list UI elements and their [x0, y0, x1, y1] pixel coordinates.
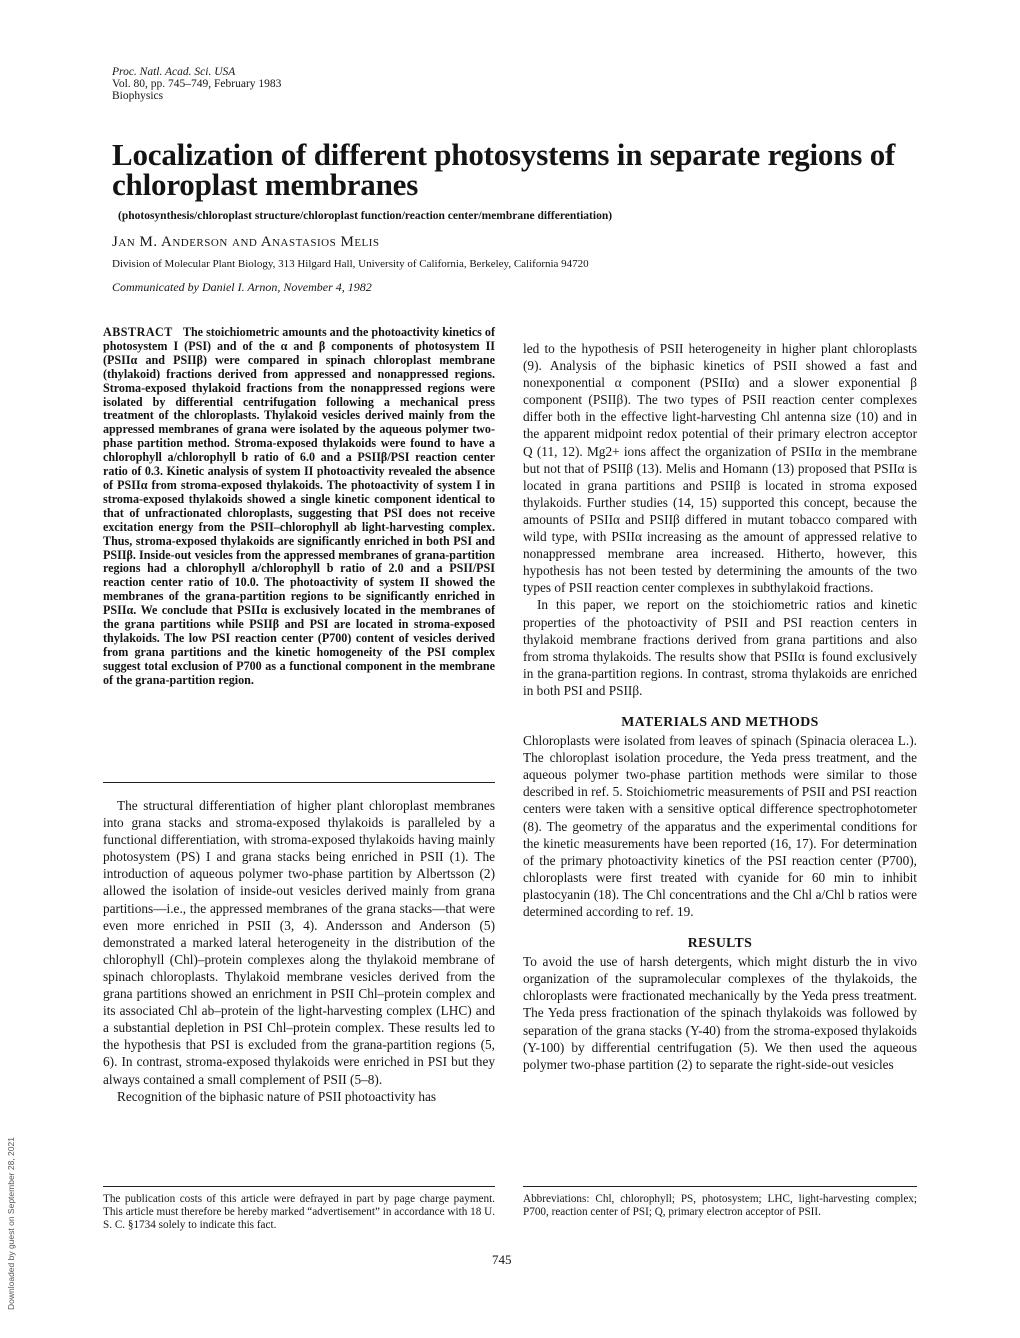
- affiliation: Division of Molecular Plant Biology, 313 Hilgard Hall, University of California, Berkeley, California 94720: [112, 258, 589, 270]
- results-text: To avoid the use of harsh detergents, which might disturb the in vivo organization of the supramolecular complexes of the thylakoids, the chloroplasts were fractionated mechanically by the Yeda press treatment. The Yeda press fractionation of the spinach thylakoids was followed by separation of the grana stacks (Y-40) from the stroma-exposed thylakoids (Y-100) by differential centrifugation (5). We then used the aqueous polymer two-phase partition (2) to separate the right-side-out vesicles: [523, 954, 917, 1072]
- authors: Jan M. Anderson and Anastasios Melis: [112, 234, 380, 250]
- communicated-by: Communicated by Daniel I. Arnon, November 4, 1982: [112, 280, 372, 294]
- intro-paragraph-3: led to the hypothesis of PSII heterogeneity in higher plant chloroplasts (9). Analysis of the biphasic kinetics of PSII showed a fast and nonexponential α component (PSIIα) and a slower exponential β component (PSIIβ). The two types of PSII reaction center complexes differ both in the effective light-harvesting Chl antenna size (10) and in the apparent midpoint redox potential of their primary electron acceptor Q (11, 12). Mg2+ ions affect the organization of PSIIα in the membrane but not that of PSIIβ (13). Melis and Homann (13) proposed that PSIIα is located in grana partitions and PSIIβ is located in stroma exposed thylakoids. Further studies (14, 15) supported this concept, because the amounts of PSIIα and PSIIβ differed in mutant tobacco compared with wild type, with PSIIα increasing as the amount of appressed relative to nonappressed membrane area increased. Hitherto, however, this hypothesis has not been tested by determining the amounts of the two types of PSII reaction center complexes in subthylakoid fractions.: [523, 341, 917, 596]
- abstract-label: ABSTRACT: [103, 325, 173, 339]
- volume-info: Vol. 80, pp. 745–749, February 1983: [112, 78, 282, 90]
- footnote-divider-right: [523, 1186, 917, 1187]
- footnote-divider-left: [103, 1186, 495, 1187]
- right-column: [523, 340, 917, 1073]
- journal-name: Proc. Natl. Acad. Sci. USA: [112, 66, 236, 78]
- keywords: (photosynthesis/chloroplast structure/chloroplast function/reaction center/membrane differentiation): [118, 210, 613, 222]
- methods-text: Chloroplasts were isolated from leaves of spinach (Spinacia oleracea L.). The chloroplast isolation procedure, the Yeda press treatment, and the aqueous polymer two-phase partition methods were similar to those described in ref. 5. Stoichiometric measurements of PSII and PSI reaction centers were taken with a sensitive optical difference spectrophotometer (8). The geometry of the apparatus and the experimental conditions for the kinetic measurements have been reported (16, 17). For determination of the primary photoactivity kinetics of the PSI reaction center (P700), chloroplasts were first treated with cyanide for 60 min to inhibit plastocyanin (18). The Chl concentrations and the Chl a/Chl b ratios were determined according to ref. 19.: [523, 733, 917, 919]
- abbreviations-footnote: Abbreviations: Chl, chlorophyll; PS, photosystem; LHC, light-harvesting complex; P700, reaction center of PSI; Q, primary electron acceptor of PSII.: [523, 1193, 917, 1218]
- results-heading: RESULTS: [687, 935, 753, 951]
- intro-paragraph-4: In this paper, we report on the stoichiometric ratios and kinetic properties of the photoactivity of PSII and PSI reaction centers in thylakoid membrane fractions derived from grana partitions and also from stroma thylakoids. The results show that PSIIα is found exclusively in the grana-partition regions. In contrast, stroma thylakoids are enriched in both PSI and PSIIβ.: [523, 597, 917, 698]
- abstract-divider: [103, 782, 495, 783]
- left-column-body: [103, 797, 495, 1105]
- abstract-text: The stoichiometric amounts and the photoactivity kinetics of photosystem I (PSI) and of the α and β components of photosystem II (PSIIα and PSIIβ) were compared in spinach chloroplast membrane (thylakoid) fractions derived from appressed and nonappressed regions. Stroma-exposed thylakoid fractions from the nonappressed regions were isolated by differential centrifugation following a mechanical press treatment of the chloroplasts. Thylakoid vesicles derived mainly from the appressed membranes of grana were isolated by the aqueous polymer two-phase partition method. Stroma-exposed thylakoids were found to have a chlorophyll a/chlorophyll b ratio of 6.0 and a PSIIβ/PSI reaction center ratio of 0.3. Kinetic analysis of system II photoactivity revealed the absence of PSIIα from stroma-exposed thylakoids. The photoactivity of system I in stroma-exposed thylakoids showed a single kinetic component identical to that of unfractionated chloroplasts, suggesting that PSI does not receive excitation energy from the PSII–chlorophyll ab light-harvesting complex. Thus, stroma-exposed thylakoids are significantly enriched in both PSI and PSIIβ. Inside-out vesicles from the appressed membranes of grana-partition regions had a chlorophyll a/chlorophyll b ratio of 2.0 and a PSII/PSI reaction center ratio of 10.0. The photoactivity of system II showed the membranes of the grana-partition regions to be significantly enriched in PSIIα. We conclude that PSIIα is exclusively located in the membranes of the grana partitions while PSIIβ and PSI are located in stroma-exposed thylakoids. The low PSI reaction center (P700) content of vesicles derived from grana partitions and the kinetic homogeneity of the PSI complex suggest total exclusion of P700 as a functional component in the membrane of the grana-partition region.: [103, 325, 495, 687]
- journal-header: [112, 66, 281, 102]
- intro-paragraph-1: The structural differentiation of higher plant chloroplast membranes into grana stacks and stroma-exposed thylakoids is paralleled by a functional differentiation, with stroma-exposed thylakoids having mainly photosystem (PS) I and grana stacks being enriched in PSII (1). The introduction of aqueous polymer two-phase partition by Albertsson (2) allowed the isolation of inside-out vesicles derived mainly from grana partitions—i.e., the appressed membranes of the grana stacks—that were even more enriched in PSII (3, 4). Andersson and Anderson (5) demonstrated a marked lateral heterogeneity in the distribution of the chlorophyll (Chl)–protein complexes along the thylakoid membrane of spinach chloroplasts. Thylakoid membrane vesicles derived from the grana partitions showed an enrichment in PSII Chl–protein complex and its associated Chl ab–protein of the light-harvesting complex (LHC) and a substantial depletion in PSI Chl–protein complex. These results led to the hypothesis that PSI is excluded from the grana-partition regions (5, 6). In contrast, stroma-exposed thylakoids were enriched in PSI but they always contained a small complement of PSII (5–8).: [103, 798, 495, 1087]
- abstract: [103, 326, 495, 688]
- methods-heading: MATERIALS AND METHODS: [621, 713, 819, 729]
- section-label: Biophysics: [112, 90, 164, 102]
- publication-cost-footnote: The publication costs of this article were defrayed in part by page charge payment. This article must therefore be hereby marked “advertisement” in accordance with 18 U. S. C. §1734 solely to indicate this fact.: [103, 1193, 495, 1231]
- page-number: 745: [492, 1252, 512, 1267]
- download-watermark: Downloaded by guest on September 28, 2021: [6, 1137, 16, 1310]
- paper-title: Localization of different photosystems in separate regions of chloroplast membranes: [112, 137, 896, 202]
- intro-paragraph-2: Recognition of the biphasic nature of PSII photoactivity has: [117, 1088, 437, 1104]
